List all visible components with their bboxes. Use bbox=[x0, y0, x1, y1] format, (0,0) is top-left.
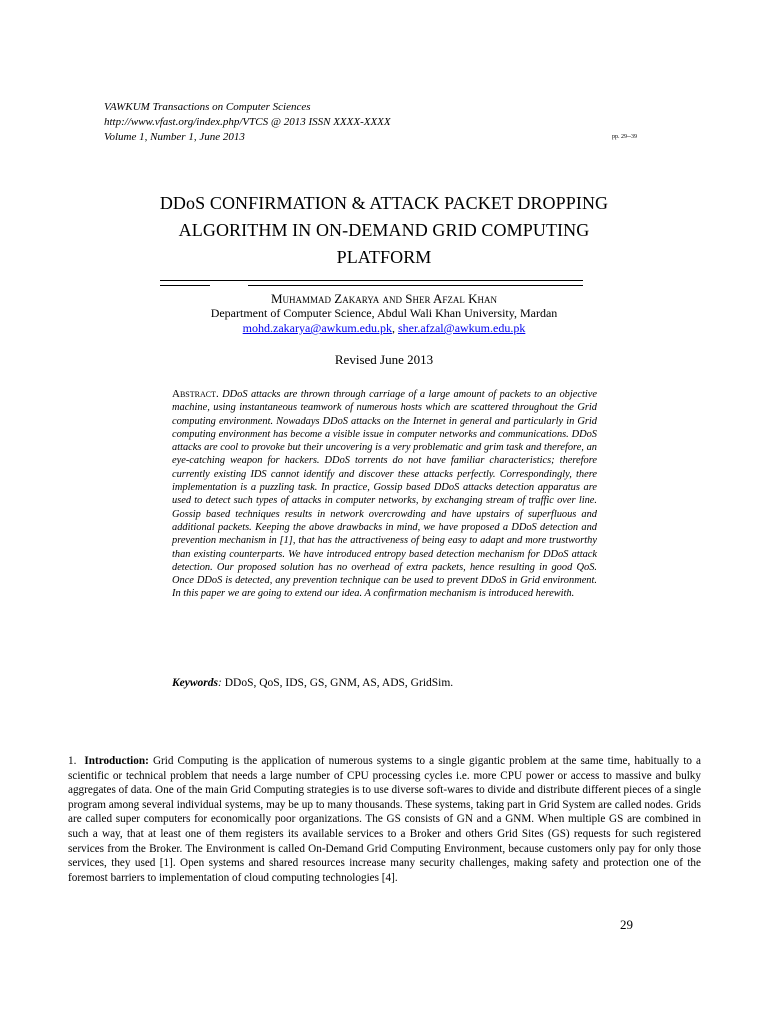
introduction-text: Grid Computing is the application of numerous systems to a single gigantic problem at the same time, habitually to a scientific or technical problem that needs a large number of CPU processing cycles i.e. more CPU power or access to massive and bulky aggregates of data. One of the main Grid Computing strategies is to use diverse soft-wares to divide and distribute different pieces of a single program among several individual systems, may be up to many thousands. These systems, taking part in Grid System are called nodes. Grids are called super computers for economically poor organizations. The GS consists of GN and a GNM. When multiple GS are combined in such a way, that at least one of them registers its available services to a Broker and others Grid Sites (GS) requests for such registered services from the Broker. The Environment is called On-Demand Grid Computing Environment, because customers only pay for only those services, they used [1]. Open systems and shared resources increase many security challenges, making safety and protection one of the foremost barriers to implementation of cloud computing technologies [4]. bbox=[68, 755, 701, 884]
keywords-text: DDoS, QoS, IDS, GS, GNM, AS, ADS, GridSim. bbox=[221, 677, 454, 689]
author-block bbox=[100, 291, 668, 336]
paper-title bbox=[100, 190, 668, 271]
journal-name: VAWKUM Transactions on Computer Sciences bbox=[104, 101, 311, 113]
journal-header bbox=[104, 100, 391, 145]
abstract-text: DDoS attacks are thrown through carriage of a large amount of packets to an objective machine, using instantaneous teamwork of numerous hosts which are scattered throughout the Grid computing environment. Nowadays DDoS attacks on the Internet in general and particularly in Grid computing environment has become a visible issue in computer networks and communications. DDoS attacks are cool to provoke but their uncovering is a very problematic and grim task and therefore, an eye-catching weapon for hackers. DDoS torrents do not have familiar characteristics; therefore currently existing IDS cannot identify and discover these attacks perfectly. Correspondingly, there implementation is a puzzling task. In practice, Gossip based DDoS attacks detection apparatus are used to detect such types of attacks in computer networks, by exchanging stream of traffic over line. Gossip based techniques results in network overcrowding and have upstairs of superfluous and additional packets. Keeping the above drawbacks in mind, we have proposed a DDoS detection and prevention mechanism in [1], that has the attractiveness of being easy to adapt and more trustworthy than existing counterparts. We have introduced entropy based detection mechanism for DDoS attack detection. Our proposed solution has no overhead of extra packets, hence resulting in good QoS. Once DDoS is detected, any prevention technique can be used to prevent DDoS in Grid environment. In this paper we are going to extend our idea. A confirmation mechanism is introduced herewith. bbox=[172, 389, 597, 600]
author-emails bbox=[100, 321, 668, 336]
keywords-colon: : bbox=[218, 677, 222, 689]
section-heading: Introduction: bbox=[84, 755, 149, 767]
revised-date: Revised June 2013 bbox=[334, 352, 434, 367]
title-line-2: ALGORITHM IN ON-DEMAND GRID COMPUTING bbox=[178, 220, 590, 240]
journal-url-issn: http://www.vfast.org/index.php/VTCS @ 2013 ISSN XXXX-XXXX bbox=[104, 116, 391, 128]
page-range: pp. 29--39 bbox=[612, 134, 637, 140]
author-names: Muhammad Zakarya and Sher Afzal Khan bbox=[270, 291, 498, 306]
abstract-label: Abstract. bbox=[172, 388, 219, 400]
title-divider-top bbox=[160, 280, 583, 281]
introduction-section bbox=[68, 754, 701, 885]
keywords bbox=[172, 677, 597, 689]
keywords-label: Keywords bbox=[172, 677, 218, 689]
journal-volume: Volume 1, Number 1, June 2013 bbox=[104, 131, 245, 143]
page-number: 29 bbox=[620, 917, 633, 932]
email-link-zakarya[interactable]: mohd.zakarya@awkum.edu.pk bbox=[242, 321, 392, 335]
email-link-khan[interactable]: sher.afzal@awkum.edu.pk bbox=[398, 321, 526, 335]
author-affiliation: Department of Computer Science, Abdul Wali Khan University, Mardan bbox=[210, 306, 558, 320]
title-line-3: PLATFORM bbox=[336, 247, 432, 267]
abstract bbox=[172, 388, 597, 601]
title-divider-bottom-right bbox=[248, 285, 583, 286]
section-number: 1. bbox=[68, 755, 77, 767]
email-separator: , bbox=[392, 321, 398, 335]
title-line-1: DDoS CONFIRMATION & ATTACK PACKET DROPPING bbox=[159, 193, 609, 213]
title-divider-bottom-left bbox=[160, 285, 210, 286]
